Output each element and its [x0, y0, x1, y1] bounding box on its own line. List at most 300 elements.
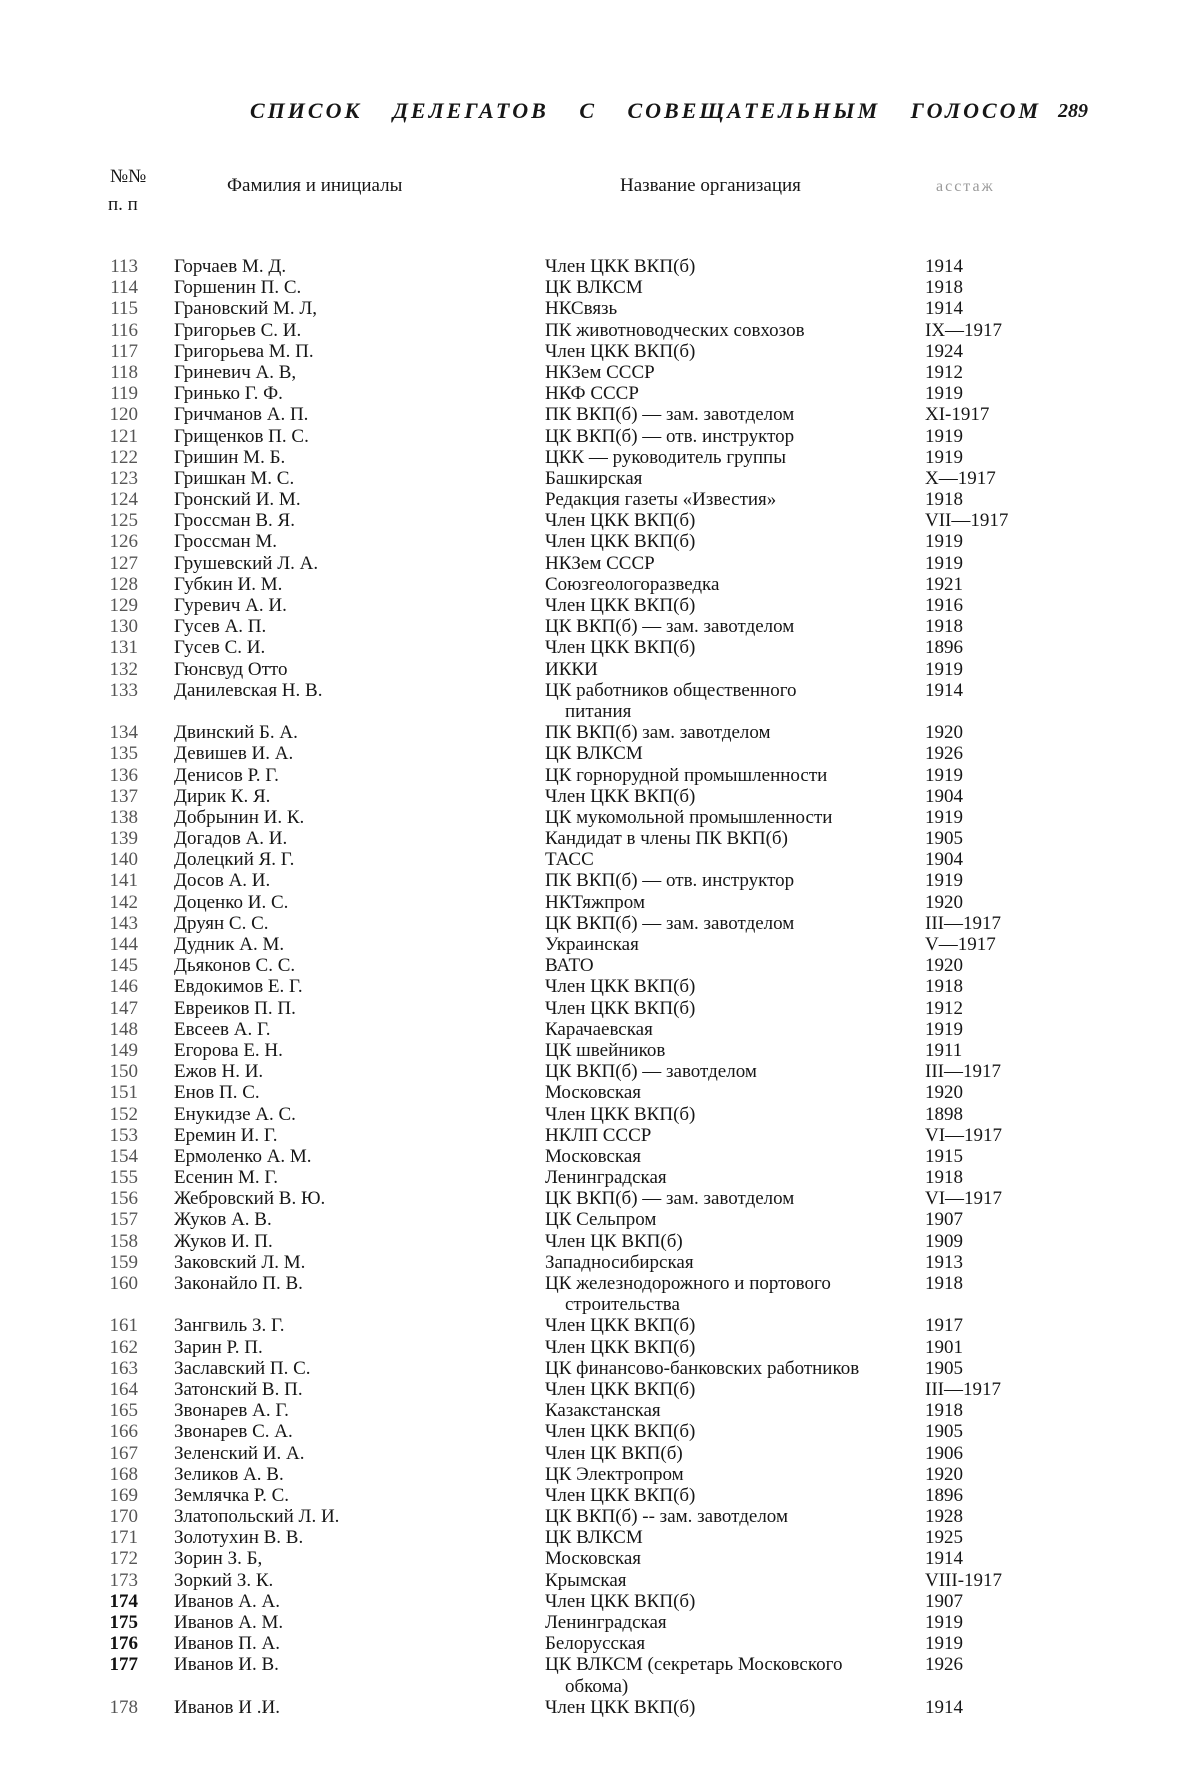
party-tenure: 1926	[925, 1654, 963, 1676]
delegate-row	[0, 510, 1200, 531]
party-tenure: X—1917	[925, 467, 996, 489]
delegate-organization	[545, 1082, 907, 1103]
delegate-name: Гринько Г. Ф.	[174, 383, 283, 405]
organization-text: Редакция газеты «Известия»	[545, 489, 777, 511]
delegate-row	[0, 553, 1200, 574]
organization-text: ЦК ВКП(б) — завотделом	[545, 1061, 757, 1083]
delegate-number: 122	[109, 446, 138, 468]
delegate-name: Жуков И. П.	[174, 1230, 273, 1252]
delegate-row	[0, 1421, 1200, 1442]
organization-text: ЦК железнодорожного и портового	[545, 1273, 831, 1295]
delegate-organization	[545, 934, 907, 955]
party-tenure: 1912	[925, 361, 963, 383]
delegate-row	[0, 383, 1200, 404]
delegate-number: 155	[109, 1167, 138, 1189]
organization-text: НКЗем СССР	[545, 552, 655, 574]
organization-text: Член ЦКК ВКП(б)	[545, 1378, 696, 1400]
party-tenure: 1905	[925, 1357, 963, 1379]
delegate-name: Грушевский Л. А.	[174, 552, 319, 574]
delegate-row	[0, 1654, 1200, 1696]
page-number: 289	[1058, 100, 1088, 122]
organization-text: ЦК Сельпром	[545, 1209, 657, 1231]
party-tenure: 1920	[925, 1082, 963, 1104]
delegate-name: Енов П. С.	[174, 1082, 260, 1104]
organization-text: ЦК ВКП(б) — зам. завотделом	[545, 616, 795, 638]
party-tenure: 1918	[925, 489, 963, 511]
delegate-list	[0, 256, 1200, 1718]
delegate-organization	[545, 1570, 907, 1591]
party-tenure: 1896	[925, 1484, 963, 1506]
delegate-number: 129	[109, 595, 138, 616]
delegate-name: Зарин Р. П.	[174, 1336, 263, 1358]
delegate-row	[0, 1358, 1200, 1379]
delegate-row	[0, 595, 1200, 616]
party-tenure: 1915	[925, 1145, 963, 1167]
delegate-number: 143	[109, 912, 138, 934]
delegate-name: Гроссман М.	[174, 531, 278, 553]
delegate-organization	[545, 1421, 907, 1442]
delegate-row	[0, 1464, 1200, 1485]
delegate-organization	[545, 1633, 907, 1654]
delegate-name: Догадов А. И.	[174, 828, 288, 850]
party-tenure: 1928	[925, 1506, 963, 1528]
organization-text-continued: обкома)	[565, 1675, 629, 1697]
delegate-name: Дирик К. Я.	[174, 785, 271, 807]
organization-text: Карачаевская	[545, 1018, 653, 1040]
delegate-organization	[545, 404, 907, 425]
delegate-number: 169	[109, 1484, 138, 1506]
party-tenure: 1913	[925, 1251, 963, 1273]
delegate-name: Иванов И .И.	[174, 1696, 280, 1718]
organization-text: Член ЦКК ВКП(б)	[545, 1421, 696, 1443]
organization-text: Член ЦКК ВКП(б)	[545, 1103, 696, 1125]
delegate-name: Девишев И. А.	[174, 743, 294, 765]
delegate-name: Дудник А. М.	[174, 934, 285, 956]
organization-text: Московская	[545, 1145, 642, 1167]
delegate-number: 149	[109, 1039, 138, 1061]
delegate-row	[0, 1040, 1200, 1061]
delegate-organization	[545, 1506, 907, 1527]
party-tenure: 1914	[925, 1696, 963, 1718]
delegate-name: Евреиков П. П.	[174, 997, 296, 1019]
delegate-number: 141	[109, 870, 138, 892]
party-tenure: 1919	[925, 870, 963, 892]
party-tenure: 1905	[925, 828, 963, 850]
delegate-organization	[545, 680, 907, 722]
organization-text: Член ЦКК ВКП(б)	[545, 1315, 696, 1337]
organization-text: Член ЦКК ВКП(б)	[545, 637, 696, 659]
delegate-organization	[545, 786, 907, 807]
party-tenure: 1919	[925, 764, 963, 786]
party-tenure: III—1917	[925, 912, 1001, 934]
organization-text: Ленинградская	[545, 1167, 667, 1189]
delegate-organization	[545, 870, 907, 891]
delegate-number: 142	[109, 891, 138, 913]
delegate-name: Зорин З. Б,	[174, 1548, 263, 1570]
organization-text: Член ЦКК ВКП(б)	[545, 510, 696, 532]
delegate-row	[0, 277, 1200, 298]
party-tenure: 1916	[925, 595, 963, 616]
organization-text: Казакстанская	[545, 1400, 661, 1422]
delegate-row	[0, 1167, 1200, 1188]
organization-text: Кандидат в члены ПК ВКП(б)	[545, 828, 788, 850]
organization-text: Башкирская	[545, 467, 643, 489]
delegate-number: 164	[109, 1378, 138, 1400]
organization-text: Член ЦКК ВКП(б)	[545, 1696, 696, 1718]
delegate-row	[0, 468, 1200, 489]
party-tenure: 1917	[925, 1315, 963, 1337]
delegate-number: 134	[109, 722, 138, 744]
delegate-organization	[545, 383, 907, 404]
delegate-row	[0, 659, 1200, 680]
delegate-number: 174	[109, 1590, 138, 1612]
delegate-number: 166	[109, 1421, 138, 1443]
delegate-row	[0, 1082, 1200, 1103]
delegate-number: 136	[109, 764, 138, 786]
delegate-row	[0, 1379, 1200, 1400]
delegate-name: Златопольский Л. И.	[174, 1506, 340, 1528]
delegate-name: Денисов Р. Г.	[174, 764, 279, 786]
delegate-number: 117	[110, 340, 138, 362]
delegate-row	[0, 998, 1200, 1019]
organization-text: НКЗем СССР	[545, 361, 655, 383]
delegate-organization	[545, 256, 907, 277]
page-title: СПИСОК ДЕЛЕГАТОВ С СОВЕЩАТЕЛЬНЫМ ГОЛОСОМ	[250, 98, 1042, 123]
party-tenure: 1919	[925, 446, 963, 468]
party-tenure: 1904	[925, 785, 963, 807]
delegate-row	[0, 616, 1200, 637]
delegate-row	[0, 1485, 1200, 1506]
delegate-name: Гуревич А. И.	[174, 595, 287, 616]
organization-text: Член ЦКК ВКП(б)	[545, 785, 696, 807]
delegate-number: 145	[109, 955, 138, 977]
organization-text: ПК ВКП(б) — отв. инструктор	[545, 870, 795, 892]
party-tenure: 1919	[925, 658, 963, 680]
delegate-number: 131	[109, 637, 138, 659]
delegate-organization	[545, 1188, 907, 1209]
number-column-header-sub: п. п	[108, 194, 138, 215]
delegate-organization	[545, 468, 907, 489]
delegate-row	[0, 1104, 1200, 1125]
delegate-name: Есенин М. Г.	[174, 1167, 278, 1189]
delegate-number: 130	[109, 616, 138, 638]
delegate-organization	[545, 1358, 907, 1379]
delegate-number: 176	[109, 1633, 138, 1655]
delegate-name: Горчаев М. Д.	[174, 256, 287, 277]
delegate-name: Долецкий Я. Г.	[174, 849, 295, 871]
delegate-row	[0, 1273, 1200, 1315]
delegate-row	[0, 1337, 1200, 1358]
delegate-row	[0, 574, 1200, 595]
delegate-number: 151	[109, 1082, 138, 1104]
organization-text: НКЛП СССР	[545, 1124, 652, 1146]
party-tenure: 1919	[925, 1018, 963, 1040]
party-tenure: VI—1917	[925, 1188, 1003, 1210]
delegate-row	[0, 1400, 1200, 1421]
page-header	[0, 98, 1200, 138]
delegate-name: Гришин М. Б.	[174, 446, 286, 468]
delegate-organization	[545, 659, 907, 680]
delegate-row	[0, 1209, 1200, 1230]
delegate-number: 152	[109, 1103, 138, 1125]
party-tenure: III—1917	[925, 1378, 1001, 1400]
party-tenure: 1918	[925, 1167, 963, 1189]
delegate-organization	[545, 1146, 907, 1167]
organization-text: Член ЦК ВКП(б)	[545, 1230, 683, 1252]
party-tenure: 1918	[925, 976, 963, 998]
delegate-name: Затонский В. П.	[174, 1378, 303, 1400]
organization-text: ЦК работников общественного	[545, 679, 797, 701]
organization-text: ЦК финансово-банковских работников	[545, 1357, 860, 1379]
delegate-row	[0, 256, 1200, 277]
delegate-number: 125	[109, 510, 138, 532]
organization-text: ЦК швейников	[545, 1039, 666, 1061]
party-tenure: 1904	[925, 849, 963, 871]
delegate-name: Горшенин П. С.	[174, 277, 302, 299]
party-tenure: 1907	[925, 1209, 963, 1231]
delegate-row	[0, 892, 1200, 913]
delegate-number: 124	[109, 489, 138, 511]
delegate-row	[0, 828, 1200, 849]
party-tenure: 1925	[925, 1527, 963, 1549]
organization-text: Член ЦКК ВКП(б)	[545, 595, 696, 616]
organization-text: ПК ВКП(б) зам. завотделом	[545, 722, 771, 744]
delegate-name: Грановский М. Л,	[174, 298, 318, 320]
organization-text: ЦК ВЛКСМ	[545, 277, 643, 299]
organization-text-continued: питания	[565, 700, 632, 722]
delegate-number: 147	[109, 997, 138, 1019]
delegate-name: Гришкан М. С.	[174, 467, 295, 489]
delegate-number: 154	[109, 1145, 138, 1167]
delegate-number: 160	[109, 1273, 138, 1295]
party-tenure: 1921	[925, 573, 963, 595]
delegate-number: 132	[109, 658, 138, 680]
delegate-row	[0, 637, 1200, 658]
party-tenure: 1898	[925, 1103, 963, 1125]
organization-text: ЦК Электропром	[545, 1463, 684, 1485]
delegate-name: Гроссман В. Я.	[174, 510, 295, 532]
organization-text-continued: строительства	[565, 1294, 680, 1316]
delegate-number: 146	[109, 976, 138, 998]
delegate-number: 163	[109, 1357, 138, 1379]
party-tenure: VII—1917	[925, 510, 1009, 532]
delegate-organization	[545, 807, 907, 828]
organization-text: ВАТО	[545, 955, 594, 977]
delegate-number: 156	[109, 1188, 138, 1210]
delegate-organization	[545, 510, 907, 531]
party-tenure: 1906	[925, 1442, 963, 1464]
delegate-organization	[545, 828, 907, 849]
delegate-organization	[545, 1443, 907, 1464]
delegate-name: Доценко И. С.	[174, 891, 289, 913]
party-tenure: III—1917	[925, 1061, 1001, 1083]
delegate-name: Дьяконов С. С.	[174, 955, 296, 977]
party-tenure: 1914	[925, 1548, 963, 1570]
delegate-number: 167	[109, 1442, 138, 1464]
party-tenure: 1920	[925, 891, 963, 913]
party-tenure: 1905	[925, 1421, 963, 1443]
organization-text: Член ЦКК ВКП(б)	[545, 997, 696, 1019]
delegate-row	[0, 1633, 1200, 1654]
party-tenure: 1919	[925, 1612, 963, 1634]
delegate-name: Евдокимов Е. Г.	[174, 976, 303, 998]
delegate-row	[0, 1019, 1200, 1040]
delegate-organization	[545, 1273, 907, 1315]
delegate-row	[0, 976, 1200, 997]
delegate-name: Золотухин В. В.	[174, 1527, 304, 1549]
delegate-name: Гричманов А. П.	[174, 404, 309, 426]
party-tenure: 1920	[925, 722, 963, 744]
delegate-row	[0, 404, 1200, 425]
delegate-name: Губкин И. М.	[174, 573, 283, 595]
delegate-organization	[545, 1167, 907, 1188]
organization-text: ЦК горнорудной промышленности	[545, 764, 828, 786]
delegate-organization	[545, 955, 907, 976]
delegate-row	[0, 1506, 1200, 1527]
delegate-name: Иванов П. А.	[174, 1633, 280, 1655]
organization-text: ЦКК — руководитель группы	[545, 446, 786, 468]
delegate-row	[0, 426, 1200, 447]
delegate-row	[0, 1612, 1200, 1633]
delegate-name: Досов А. И.	[174, 870, 271, 892]
party-tenure: 1919	[925, 383, 963, 405]
delegate-number: 157	[109, 1209, 138, 1231]
delegate-row	[0, 447, 1200, 468]
delegate-row	[0, 870, 1200, 891]
party-tenure: 1912	[925, 997, 963, 1019]
delegate-row	[0, 849, 1200, 870]
delegate-name: Законайло П. В.	[174, 1273, 303, 1295]
delegate-organization	[545, 1612, 907, 1633]
delegate-organization	[545, 743, 907, 764]
delegate-number: 173	[109, 1569, 138, 1591]
party-tenure: 1914	[925, 298, 963, 320]
delegate-number: 150	[109, 1061, 138, 1083]
party-tenure: IX—1917	[925, 319, 1003, 341]
organization-text: Член ЦКК ВКП(б)	[545, 1484, 696, 1506]
organization-text: Крымская	[545, 1569, 627, 1591]
delegate-organization	[545, 1654, 907, 1696]
delegate-organization	[545, 1379, 907, 1400]
delegate-number: 123	[109, 467, 138, 489]
delegate-organization	[545, 722, 907, 743]
party-tenure: VIII-1917	[925, 1569, 1003, 1591]
delegate-name: Данилевская Н. В.	[174, 679, 323, 701]
delegate-row	[0, 531, 1200, 552]
organization-text: ЦК ВКП(б) -- зам. завотделом	[545, 1506, 788, 1528]
delegate-row	[0, 1548, 1200, 1569]
delegate-name: Жебровский В. Ю.	[174, 1188, 326, 1210]
delegate-organization	[545, 616, 907, 637]
delegate-name: Гронский И. М.	[174, 489, 301, 511]
delegate-organization	[545, 637, 907, 658]
party-tenure: 1918	[925, 1400, 963, 1422]
party-tenure: 1924	[925, 340, 963, 362]
delegate-number: 172	[109, 1548, 138, 1570]
delegate-name: Гусев С. И.	[174, 637, 266, 659]
delegate-name: Иванов А. М.	[174, 1612, 284, 1634]
delegate-row	[0, 1527, 1200, 1548]
party-tenure: VI—1917	[925, 1124, 1003, 1146]
delegate-number: 119	[110, 383, 138, 405]
delegate-row	[0, 786, 1200, 807]
delegate-name: Двинский Б. А.	[174, 722, 298, 744]
delegate-organization	[545, 1400, 907, 1421]
organization-text: ПК ВКП(б) — зам. завотделом	[545, 404, 795, 426]
organization-text: Московская	[545, 1548, 642, 1570]
delegate-name: Енукидзе А. С.	[174, 1103, 296, 1125]
delegate-organization	[545, 1125, 907, 1146]
delegate-organization	[545, 531, 907, 552]
party-tenure: 1926	[925, 743, 963, 765]
delegate-row	[0, 913, 1200, 934]
delegate-row	[0, 1252, 1200, 1273]
delegate-name: Зеленский И. А.	[174, 1442, 305, 1464]
delegate-organization	[545, 595, 907, 616]
delegate-row	[0, 1443, 1200, 1464]
party-tenure: 1914	[925, 256, 963, 277]
party-tenure: 1907	[925, 1590, 963, 1612]
delegate-organization	[545, 1315, 907, 1336]
delegate-organization	[545, 341, 907, 362]
delegate-name: Зангвиль З. Г.	[174, 1315, 285, 1337]
delegate-name: Иванов А. А.	[174, 1590, 280, 1612]
delegate-number: 120	[109, 404, 138, 426]
delegate-row	[0, 1697, 1200, 1718]
organization-column-header: Название организация	[620, 175, 801, 196]
delegate-number: 178	[109, 1696, 138, 1718]
delegate-row	[0, 722, 1200, 743]
delegate-row	[0, 298, 1200, 319]
delegate-organization	[545, 553, 907, 574]
delegate-organization	[545, 298, 907, 319]
delegate-organization	[545, 277, 907, 298]
delegate-organization	[545, 1464, 907, 1485]
delegate-organization	[545, 1209, 907, 1230]
delegate-name: Звонарев С. А.	[174, 1421, 293, 1443]
delegate-row	[0, 1231, 1200, 1252]
delegate-name: Ежов Н. И.	[174, 1061, 264, 1083]
delegate-name: Гусев А. П.	[174, 616, 267, 638]
party-tenure: 1911	[925, 1039, 963, 1061]
delegate-name: Иванов И. В.	[174, 1654, 279, 1676]
party-tenure: 1914	[925, 679, 963, 701]
name-column-header: Фамилия и инициалы	[227, 175, 403, 196]
delegate-number: 153	[109, 1124, 138, 1146]
delegate-row	[0, 955, 1200, 976]
delegate-organization	[545, 1337, 907, 1358]
delegate-organization	[545, 1527, 907, 1548]
delegate-row	[0, 341, 1200, 362]
delegate-organization	[545, 765, 907, 786]
delegate-organization	[545, 1061, 907, 1082]
delegate-name: Грищенков П. С.	[174, 425, 309, 447]
delegate-name: Жуков А. В.	[174, 1209, 272, 1231]
delegate-number: 116	[110, 319, 138, 341]
delegate-number: 165	[109, 1400, 138, 1422]
party-tenure: 1919	[925, 531, 963, 553]
delegate-organization	[545, 1485, 907, 1506]
delegate-number: 133	[109, 679, 138, 701]
delegate-number: 126	[109, 531, 138, 553]
delegate-row	[0, 1570, 1200, 1591]
delegate-name: Гюнсвуд Отто	[174, 658, 288, 680]
delegate-organization	[545, 1697, 907, 1718]
delegate-organization	[545, 976, 907, 997]
party-tenure: 1918	[925, 277, 963, 299]
organization-text: Украинская	[545, 934, 639, 956]
delegate-organization	[545, 447, 907, 468]
